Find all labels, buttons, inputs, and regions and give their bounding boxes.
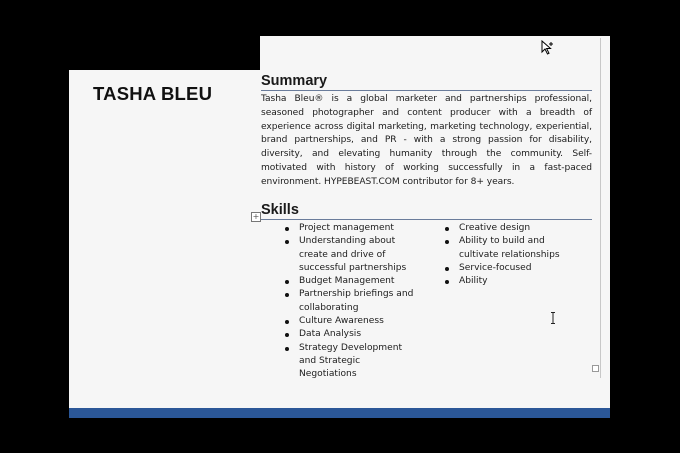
skill-item[interactable]: Project management [284, 222, 414, 235]
text-ibeam-cursor-icon [550, 312, 556, 324]
document-page[interactable] [69, 36, 610, 418]
summary-heading[interactable]: Summary [261, 73, 592, 91]
skills-list-column-2 [444, 222, 574, 288]
skills-list-column-1 [284, 222, 414, 382]
skill-item[interactable]: Creative design [444, 222, 574, 235]
skill-item[interactable]: Ability [444, 275, 574, 288]
skill-item[interactable]: Ability to build and cultivate relationships [444, 235, 574, 262]
skill-item[interactable]: Culture Awareness [284, 315, 414, 328]
skill-item[interactable]: Understanding about create and drive of successful partnerships [284, 235, 414, 275]
table-resize-handle-icon[interactable] [592, 365, 599, 372]
mouse-pointer-icon [541, 40, 555, 56]
top-black-region [69, 36, 260, 70]
table-move-handle-icon[interactable]: + [252, 212, 260, 221]
skill-item[interactable]: Strategy Development and Strategic Negotiations [284, 342, 414, 382]
page-margin-line [600, 38, 601, 378]
skills-heading[interactable]: Skills [261, 202, 592, 220]
skill-item[interactable]: Partnership briefings and collaborating [284, 288, 414, 315]
summary-text[interactable]: Tasha Bleu® is a global marketer and partnerships professional, seasoned photographer and content producer with a breadth of experience across digital marketing, marketing technology, experiential, brand partnerships, and PR - with a strong passion for disability, diversity, and elevating humanity through the community. Self-motivated with history of working successfully in a fast-paced environment. HYPEBEAST.COM contributor for 8+ years. [261, 94, 592, 187]
skill-item[interactable]: Data Analysis [284, 328, 414, 341]
skill-item[interactable]: Service-focused [444, 262, 574, 275]
bottom-blue-bar [69, 408, 610, 418]
resume-name[interactable]: TASHA BLEU [93, 83, 213, 104]
skill-item[interactable]: Budget Management [284, 275, 414, 288]
